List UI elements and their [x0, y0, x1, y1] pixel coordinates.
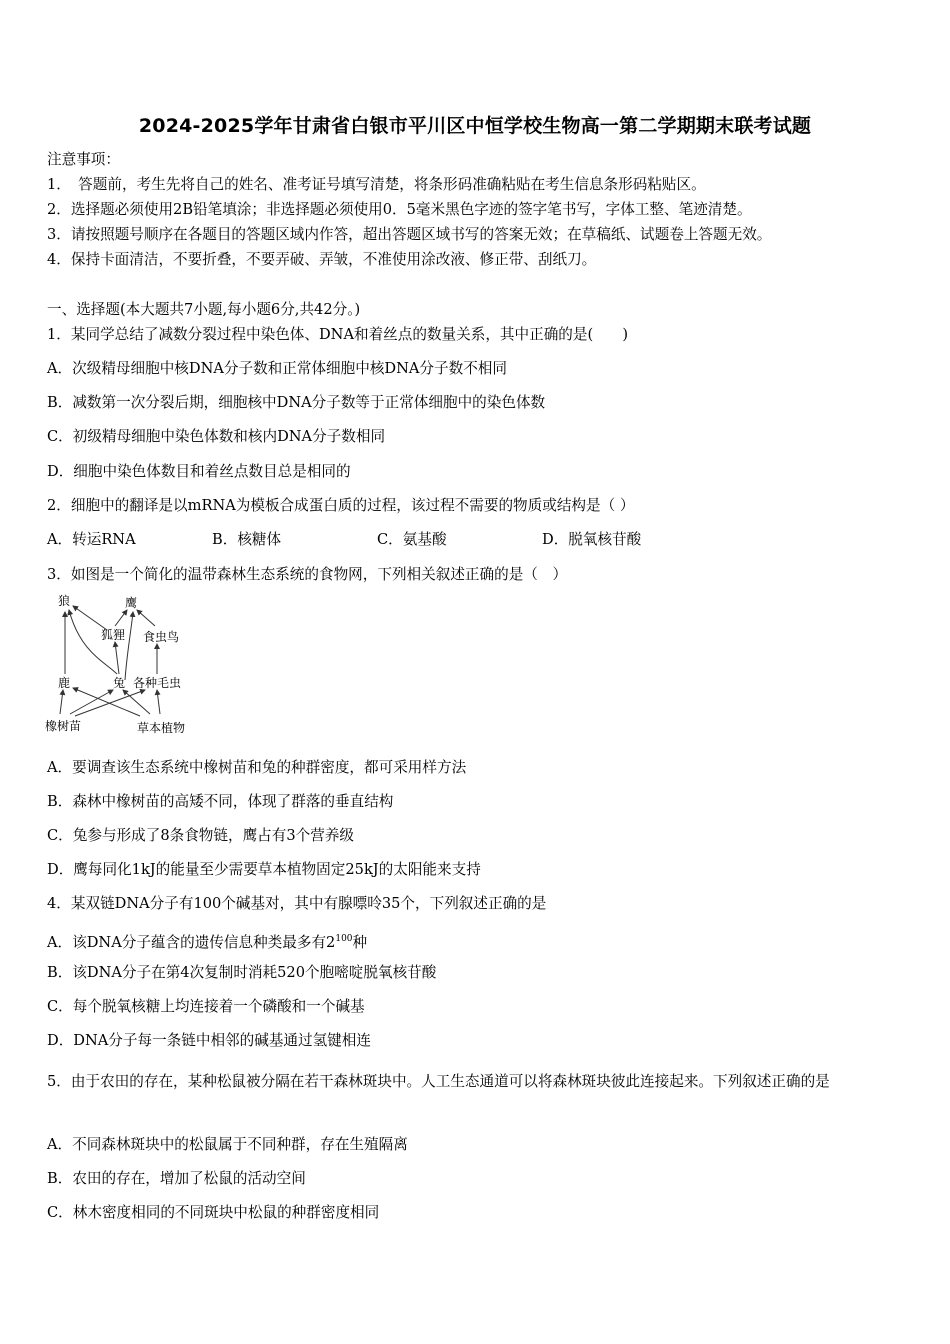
- node-eagle: 鹰: [125, 596, 138, 610]
- page-title: 2024-2025学年甘肃省白银市平川区中恒学校生物高一第二学期期末联考试题: [138, 115, 812, 137]
- q4-stem: 4．某双链DNA分子有100个碱基对，其中有腺嘌呤35个，下列叙述正确的是: [47, 895, 547, 912]
- arrow-rabbit-fox: [115, 642, 119, 674]
- q4-option-a-suffix: 种: [352, 933, 368, 951]
- q1-stem: 1．某同学总结了减数分裂过程中染色体、DNA和着丝点的数量关系，其中正确的是( ): [47, 326, 629, 343]
- q2-stem: 2．细胞中的翻译是以mRNA为模板合成蛋白质的过程，该过程不需要的物质或结构是（ ）: [47, 497, 635, 514]
- arrow-oak-deer: [60, 690, 63, 714]
- notice-item-4: 4．保持卡面清洁，不要折叠，不要弄破、弄皱，不准使用涂改液、修正带、刮纸刀。: [47, 251, 597, 268]
- q5-option-b: B．农田的存在，增加了松鼠的活动空间: [47, 1170, 306, 1187]
- node-wolf: 狼: [58, 594, 71, 608]
- node-fox: 狐狸: [101, 628, 126, 642]
- notice-item-2: 2．选择题必须使用2B铅笔填涂；非选择题必须使用0．5毫米黑色字迹的签字笔书写，字体工整、笔迹清楚。: [47, 201, 752, 218]
- q2-option-b: B．核糖体: [212, 531, 282, 548]
- q2-options: [47, 530, 641, 550]
- q1-option-d: D．细胞中染色体数目和着丝点数目总是相同的: [47, 463, 351, 480]
- arrow-rabbit-eagle: [125, 612, 133, 680]
- q2-option-c: C．氨基酸: [377, 531, 447, 548]
- q4-option-d: D．DNA分子每一条链中相邻的碱基通过氢键相连: [47, 1032, 371, 1049]
- q2-option-d: D．脱氧核苷酸: [542, 531, 642, 548]
- q5-option-c: C．林木密度相同的不同斑块中松鼠的种群密度相同: [47, 1204, 380, 1221]
- notice-item-1: 1． 答题前，考生先将自己的姓名、准考证号填写清楚，将条形码准确粘贴在考生信息条形码粘贴区。: [47, 176, 706, 193]
- q3-option-a: A．要调查该生态系统中橡树苗和兔的种群密度，都可采用样方法: [47, 759, 467, 776]
- q1-option-b: B．减数第一次分裂后期，细胞核中DNA分子数等于正常体细胞中的染色体数: [47, 394, 546, 411]
- q3-option-b: B．森林中橡树苗的高矮不同，体现了群落的垂直结构: [47, 793, 394, 810]
- q1-option-c: C．初级精母细胞中染色体数和核内DNA分子数相同: [47, 428, 386, 445]
- node-insect-bird: 食虫鸟: [143, 630, 180, 644]
- q4-option-b: B．该DNA分子在第4次复制时消耗520个胞嘧啶脱氧核苷酸: [47, 964, 437, 981]
- arrow-fox-wolf: [73, 606, 107, 630]
- q5-stem: 5．由于农田的存在，某种松鼠被分隔在若干森林斑块中。人工生态通道可以将森林斑块彼此连接起来。下列叙述正确的是: [47, 1073, 830, 1090]
- food-web-diagram: [45, 592, 195, 737]
- node-caterpillar: 各种毛虫: [133, 676, 182, 690]
- q2-option-a: A．转运RNA: [47, 531, 136, 548]
- q1-option-a: A．次级精母细胞中核DNA分子数和正常体细胞中核DNA分子数不相同: [47, 360, 507, 377]
- q3-stem: 3．如图是一个简化的温带森林生态系统的食物网，下列相关叙述正确的是（ ）: [47, 566, 568, 583]
- q3-option-c: C．兔参与形成了8条食物链，鹰占有3个营养级: [47, 827, 355, 844]
- q4-option-a: [47, 929, 367, 953]
- q5-option-a: A．不同森林斑块中的松鼠属于不同种群，存在生殖隔离: [47, 1136, 408, 1153]
- arrow-bird-eagle: [137, 610, 155, 626]
- arrow-fox-eagle: [115, 610, 127, 626]
- q3-option-d: D．鹰每同化1kJ的能量至少需要草本植物固定25kJ的太阳能来支持: [47, 861, 481, 878]
- section-heading: 一、选择题(本大题共7小题,每小题6分,共42分。): [47, 301, 361, 318]
- q4-option-a-text: A．该DNA分子蕴含的遗传信息种类最多有2: [47, 933, 336, 951]
- node-herb: 草本植物: [137, 721, 186, 735]
- q4-option-a-exponent: 100: [335, 934, 353, 944]
- node-deer: 鹿: [58, 676, 71, 690]
- notice-item-3: 3．请按照题号顺序在各题目的答题区域内作答，超出答题区域书写的答案无效；在草稿纸、试题卷上答题无效。: [47, 226, 772, 243]
- node-rabbit: 兔: [113, 676, 126, 690]
- arrow-herb-deer: [73, 688, 140, 716]
- q4-option-c: C．每个脱氧核糖上均连接着一个磷酸和一个碱基: [47, 998, 365, 1015]
- arrow-herb-caterpillar: [157, 690, 160, 714]
- notice-heading: 注意事项：: [47, 151, 120, 168]
- node-oak: 橡树苗: [45, 719, 82, 733]
